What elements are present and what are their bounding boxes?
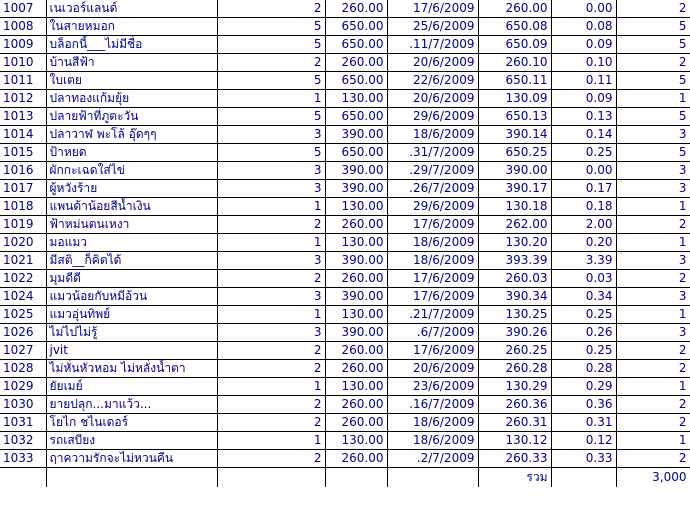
qty-cell[interactable]: 1	[217, 378, 325, 396]
date-cell[interactable]: 18/6/2009	[387, 432, 478, 450]
paid-cell[interactable]: 390.34	[478, 288, 551, 306]
id-cell[interactable]: 1031	[0, 414, 46, 432]
name-cell[interactable]: รถเสบียง	[46, 432, 217, 450]
count-cell[interactable]: 3	[616, 252, 690, 270]
table-row	[0, 342, 690, 360]
diff-cell[interactable]: 0.03	[551, 270, 616, 288]
qty-cell[interactable]: 3	[217, 324, 325, 342]
cell[interactable]	[551, 468, 616, 487]
date-cell[interactable]: 29/6/2009	[387, 108, 478, 126]
count-cell[interactable]: 3	[616, 126, 690, 144]
id-cell[interactable]: 1009	[0, 36, 46, 54]
count-cell[interactable]: 1	[616, 234, 690, 252]
name-cell[interactable]: แมวน้อยกับหมีอ้วน	[46, 288, 217, 306]
diff-cell[interactable]: 0.25	[551, 342, 616, 360]
diff-cell[interactable]: 0.33	[551, 450, 616, 468]
name-cell[interactable]: ปลาทองแก้มยุ้ย	[46, 90, 217, 108]
table-row	[0, 360, 690, 378]
paid-cell[interactable]: 650.09	[478, 36, 551, 54]
count-cell[interactable]: 5	[616, 144, 690, 162]
diff-cell[interactable]: 0.17	[551, 180, 616, 198]
table-row	[0, 90, 690, 108]
name-cell[interactable]: โยไก ชไนเดอร์	[46, 414, 217, 432]
paid-cell[interactable]: 390.14	[478, 126, 551, 144]
count-cell[interactable]: 2	[616, 360, 690, 378]
id-cell[interactable]: 1021	[0, 252, 46, 270]
amount-cell[interactable]: 260.00	[325, 450, 387, 468]
paid-cell[interactable]: 260.31	[478, 414, 551, 432]
paid-cell[interactable]: 650.11	[478, 72, 551, 90]
count-cell[interactable]: 2	[616, 216, 690, 234]
count-cell[interactable]: 3	[616, 288, 690, 306]
paid-cell[interactable]: 260.25	[478, 342, 551, 360]
amount-cell[interactable]: 390.00	[325, 324, 387, 342]
paid-cell[interactable]: 390.00	[478, 162, 551, 180]
date-cell[interactable]: 17/6/2009	[387, 270, 478, 288]
amount-cell[interactable]: 260.00	[325, 414, 387, 432]
table-row	[0, 54, 690, 72]
qty-cell[interactable]: 2	[217, 0, 325, 18]
date-cell[interactable]: 23/6/2009	[387, 378, 478, 396]
count-cell[interactable]: 5	[616, 18, 690, 36]
date-cell[interactable]: .31/7/2009	[387, 144, 478, 162]
diff-cell[interactable]: 0.11	[551, 72, 616, 90]
name-cell[interactable]: มุมดีดี	[46, 270, 217, 288]
table-row	[0, 216, 690, 234]
id-cell[interactable]: 1015	[0, 144, 46, 162]
diff-cell[interactable]: 0.25	[551, 144, 616, 162]
amount-cell[interactable]: 130.00	[325, 378, 387, 396]
id-cell[interactable]: 1014	[0, 126, 46, 144]
name-cell[interactable]: ในสายหมอก	[46, 18, 217, 36]
id-cell[interactable]: 1030	[0, 396, 46, 414]
count-cell[interactable]: 2	[616, 342, 690, 360]
count-cell[interactable]: 1	[616, 432, 690, 450]
amount-cell[interactable]: 390.00	[325, 288, 387, 306]
table-row	[0, 396, 690, 414]
paid-cell[interactable]: 260.28	[478, 360, 551, 378]
name-cell[interactable]: แมวอุ่นทิพย์	[46, 306, 217, 324]
amount-cell[interactable]: 130.00	[325, 90, 387, 108]
qty-cell[interactable]: 1	[217, 198, 325, 216]
amount-cell[interactable]: 650.00	[325, 108, 387, 126]
id-cell[interactable]: 1013	[0, 108, 46, 126]
id-cell[interactable]: 1032	[0, 432, 46, 450]
amount-cell[interactable]: 390.00	[325, 126, 387, 144]
diff-cell[interactable]: 0.00	[551, 0, 616, 18]
qty-cell[interactable]: 2	[217, 396, 325, 414]
date-cell[interactable]: 17/6/2009	[387, 0, 478, 18]
paid-cell[interactable]: 262.00	[478, 216, 551, 234]
name-cell[interactable]: ฟ้าหม่นตนเหงา	[46, 216, 217, 234]
qty-cell[interactable]: 3	[217, 252, 325, 270]
table-row	[0, 198, 690, 216]
name-cell[interactable]: แพนด้าน้อยสีน้ำเงิน	[46, 198, 217, 216]
qty-cell[interactable]: 3	[217, 126, 325, 144]
id-cell[interactable]: 1017	[0, 180, 46, 198]
id-cell[interactable]: 1022	[0, 270, 46, 288]
amount-cell[interactable]: 130.00	[325, 234, 387, 252]
name-cell[interactable]: ไม่ไปไม่รู้	[46, 324, 217, 342]
qty-cell[interactable]: 5	[217, 72, 325, 90]
amount-cell[interactable]: 130.00	[325, 198, 387, 216]
diff-cell[interactable]: 0.29	[551, 378, 616, 396]
name-cell[interactable]: ผักกะเฉดใส่ไข่	[46, 162, 217, 180]
date-cell[interactable]: 20/6/2009	[387, 360, 478, 378]
amount-cell[interactable]: 130.00	[325, 432, 387, 450]
paid-cell[interactable]: 650.25	[478, 144, 551, 162]
diff-cell[interactable]: 0.28	[551, 360, 616, 378]
amount-cell[interactable]: 650.00	[325, 72, 387, 90]
qty-cell[interactable]: 2	[217, 270, 325, 288]
qty-cell[interactable]: 2	[217, 414, 325, 432]
paid-cell[interactable]: 130.09	[478, 90, 551, 108]
count-cell[interactable]: 5	[616, 72, 690, 90]
name-cell[interactable]: ปลายฟ้าที่ภูตะวัน	[46, 108, 217, 126]
total-row	[0, 468, 690, 487]
id-cell[interactable]: 1027	[0, 342, 46, 360]
id-cell[interactable]: 1018	[0, 198, 46, 216]
amount-cell[interactable]: 650.00	[325, 36, 387, 54]
table-row	[0, 432, 690, 450]
paid-cell[interactable]: 390.17	[478, 180, 551, 198]
id-cell[interactable]: 1028	[0, 360, 46, 378]
date-cell[interactable]: 17/6/2009	[387, 288, 478, 306]
paid-cell[interactable]: 650.08	[478, 18, 551, 36]
diff-cell[interactable]: 0.09	[551, 90, 616, 108]
count-cell[interactable]: 1	[616, 306, 690, 324]
qty-cell[interactable]: 2	[217, 216, 325, 234]
paid-cell[interactable]: 390.26	[478, 324, 551, 342]
paid-cell[interactable]: 130.18	[478, 198, 551, 216]
table-row	[0, 306, 690, 324]
name-cell[interactable]: ยัยเมย์	[46, 378, 217, 396]
diff-cell[interactable]: 0.10	[551, 54, 616, 72]
amount-cell[interactable]: 260.00	[325, 0, 387, 18]
id-cell[interactable]: 1019	[0, 216, 46, 234]
qty-cell[interactable]: 1	[217, 234, 325, 252]
table-row	[0, 414, 690, 432]
cell[interactable]	[325, 468, 387, 487]
diff-cell[interactable]: 3.39	[551, 252, 616, 270]
name-cell[interactable]: มอแมว	[46, 234, 217, 252]
count-cell[interactable]: 2	[616, 414, 690, 432]
id-cell[interactable]: 1033	[0, 450, 46, 468]
table-row	[0, 108, 690, 126]
diff-cell[interactable]: 0.20	[551, 234, 616, 252]
date-cell[interactable]: .26/7/2009	[387, 180, 478, 198]
paid-cell[interactable]: 130.12	[478, 432, 551, 450]
date-cell[interactable]: 18/6/2009	[387, 414, 478, 432]
count-cell[interactable]: 2	[616, 450, 690, 468]
qty-cell[interactable]: 1	[217, 432, 325, 450]
date-cell[interactable]: 20/6/2009	[387, 54, 478, 72]
table-row	[0, 252, 690, 270]
id-cell[interactable]: 1029	[0, 378, 46, 396]
diff-cell[interactable]: 0.36	[551, 396, 616, 414]
diff-cell[interactable]: 0.12	[551, 432, 616, 450]
table-row	[0, 288, 690, 306]
paid-cell[interactable]: 260.00	[478, 0, 551, 18]
date-cell[interactable]: 22/6/2009	[387, 72, 478, 90]
cell[interactable]	[217, 468, 325, 487]
qty-cell[interactable]: 2	[217, 54, 325, 72]
count-cell[interactable]: 1	[616, 90, 690, 108]
table-row	[0, 450, 690, 468]
qty-cell[interactable]: 5	[217, 18, 325, 36]
name-cell[interactable]: บล็อกนี้___ไม่มีชื่อ	[46, 36, 217, 54]
count-cell[interactable]: 2	[616, 0, 690, 18]
cell[interactable]	[387, 468, 478, 487]
name-cell[interactable]: มีสติ__ก็คิดได้	[46, 252, 217, 270]
qty-cell[interactable]: 2	[217, 360, 325, 378]
id-cell[interactable]: 1010	[0, 54, 46, 72]
table-row	[0, 0, 690, 18]
qty-cell[interactable]: 5	[217, 108, 325, 126]
count-cell[interactable]: 5	[616, 36, 690, 54]
paid-cell[interactable]: 130.29	[478, 378, 551, 396]
table-row	[0, 36, 690, 54]
qty-cell[interactable]: 5	[217, 36, 325, 54]
diff-cell[interactable]: 0.14	[551, 126, 616, 144]
table-row	[0, 144, 690, 162]
paid-cell[interactable]: 393.39	[478, 252, 551, 270]
amount-cell[interactable]: 260.00	[325, 396, 387, 414]
table-row	[0, 18, 690, 36]
amount-cell[interactable]: 390.00	[325, 180, 387, 198]
id-cell[interactable]: 1011	[0, 72, 46, 90]
table-row	[0, 180, 690, 198]
table-row	[0, 378, 690, 396]
paid-cell[interactable]: 260.36	[478, 396, 551, 414]
count-cell[interactable]: 1	[616, 198, 690, 216]
date-cell[interactable]: 25/6/2009	[387, 18, 478, 36]
diff-cell[interactable]: 0.00	[551, 162, 616, 180]
diff-cell[interactable]: 0.31	[551, 414, 616, 432]
amount-cell[interactable]: 260.00	[325, 54, 387, 72]
amount-cell[interactable]: 650.00	[325, 18, 387, 36]
count-cell[interactable]: 2	[616, 54, 690, 72]
name-cell[interactable]: ใบเตย	[46, 72, 217, 90]
name-cell[interactable]: ปลาวาฬ พะโล้ อุ๊ดๆๆ	[46, 126, 217, 144]
amount-cell[interactable]: 390.00	[325, 162, 387, 180]
date-cell[interactable]: .16/7/2009	[387, 396, 478, 414]
amount-cell[interactable]: 260.00	[325, 342, 387, 360]
diff-cell[interactable]: 0.34	[551, 288, 616, 306]
amount-cell[interactable]: 260.00	[325, 216, 387, 234]
paid-cell[interactable]: 260.03	[478, 270, 551, 288]
count-cell[interactable]: 3	[616, 324, 690, 342]
qty-cell[interactable]: 5	[217, 144, 325, 162]
count-cell[interactable]: 5	[616, 108, 690, 126]
name-cell[interactable]: บ้านสีฟ้า	[46, 54, 217, 72]
qty-cell[interactable]: 1	[217, 306, 325, 324]
diff-cell[interactable]: 0.09	[551, 36, 616, 54]
date-cell[interactable]: 17/6/2009	[387, 342, 478, 360]
table-row	[0, 324, 690, 342]
cell[interactable]	[0, 468, 46, 487]
id-cell[interactable]: 1024	[0, 288, 46, 306]
date-cell[interactable]: 17/6/2009	[387, 216, 478, 234]
date-cell[interactable]: .21/7/2009	[387, 306, 478, 324]
count-cell[interactable]: 3	[616, 180, 690, 198]
count-cell[interactable]: 2	[616, 396, 690, 414]
name-cell[interactable]: ยายปลุก...มาแว้ว...	[46, 396, 217, 414]
id-cell[interactable]: 1008	[0, 18, 46, 36]
date-cell[interactable]: 20/6/2009	[387, 90, 478, 108]
amount-cell[interactable]: 390.00	[325, 252, 387, 270]
table-row	[0, 234, 690, 252]
qty-cell[interactable]: 2	[217, 342, 325, 360]
cell[interactable]	[46, 468, 217, 487]
id-cell[interactable]: 1016	[0, 162, 46, 180]
name-cell[interactable]: ป้าหยด	[46, 144, 217, 162]
total-value[interactable]: 3,000	[616, 468, 690, 487]
diff-cell[interactable]: 0.26	[551, 324, 616, 342]
amount-cell[interactable]: 650.00	[325, 144, 387, 162]
amount-cell[interactable]: 260.00	[325, 360, 387, 378]
name-cell[interactable]: ฤาความรักจะไม่หวนคืน	[46, 450, 217, 468]
diff-cell[interactable]: 2.00	[551, 216, 616, 234]
table-row	[0, 72, 690, 90]
amount-cell[interactable]: 260.00	[325, 270, 387, 288]
paid-cell[interactable]: 650.13	[478, 108, 551, 126]
date-cell[interactable]: 29/6/2009	[387, 198, 478, 216]
diff-cell[interactable]: 0.08	[551, 18, 616, 36]
count-cell[interactable]: 1	[616, 378, 690, 396]
table-row	[0, 270, 690, 288]
count-cell[interactable]: 3	[616, 162, 690, 180]
id-cell[interactable]: 1026	[0, 324, 46, 342]
paid-cell[interactable]: 260.10	[478, 54, 551, 72]
id-cell[interactable]: 1012	[0, 90, 46, 108]
name-cell[interactable]: jvit	[46, 342, 217, 360]
table-row	[0, 162, 690, 180]
name-cell[interactable]: ไม่หั่นหัวหอม ไม่หลั่งน้ำตา	[46, 360, 217, 378]
paid-cell[interactable]: 260.33	[478, 450, 551, 468]
amount-cell[interactable]: 130.00	[325, 306, 387, 324]
total-label[interactable]: รวม	[478, 468, 551, 487]
qty-cell[interactable]: 3	[217, 180, 325, 198]
date-cell[interactable]: .29/7/2009	[387, 162, 478, 180]
diff-cell[interactable]: 0.25	[551, 306, 616, 324]
id-cell[interactable]: 1025	[0, 306, 46, 324]
diff-cell[interactable]: 0.13	[551, 108, 616, 126]
qty-cell[interactable]: 2	[217, 450, 325, 468]
qty-cell[interactable]: 3	[217, 288, 325, 306]
paid-cell[interactable]: 130.20	[478, 234, 551, 252]
diff-cell[interactable]: 0.18	[551, 198, 616, 216]
count-cell[interactable]: 2	[616, 270, 690, 288]
date-cell[interactable]: .6/7/2009	[387, 324, 478, 342]
id-cell[interactable]: 1007	[0, 0, 46, 18]
date-cell[interactable]: .11/7/2009	[387, 36, 478, 54]
date-cell[interactable]: 18/6/2009	[387, 126, 478, 144]
date-cell[interactable]: 18/6/2009	[387, 234, 478, 252]
name-cell[interactable]: ผู้หวังร้าย	[46, 180, 217, 198]
paid-cell[interactable]: 130.25	[478, 306, 551, 324]
date-cell[interactable]: 18/6/2009	[387, 252, 478, 270]
date-cell[interactable]: .2/7/2009	[387, 450, 478, 468]
id-cell[interactable]: 1020	[0, 234, 46, 252]
table-row	[0, 126, 690, 144]
name-cell[interactable]: เนเวอร์แลนด์	[46, 0, 217, 18]
qty-cell[interactable]: 3	[217, 162, 325, 180]
qty-cell[interactable]: 1	[217, 90, 325, 108]
